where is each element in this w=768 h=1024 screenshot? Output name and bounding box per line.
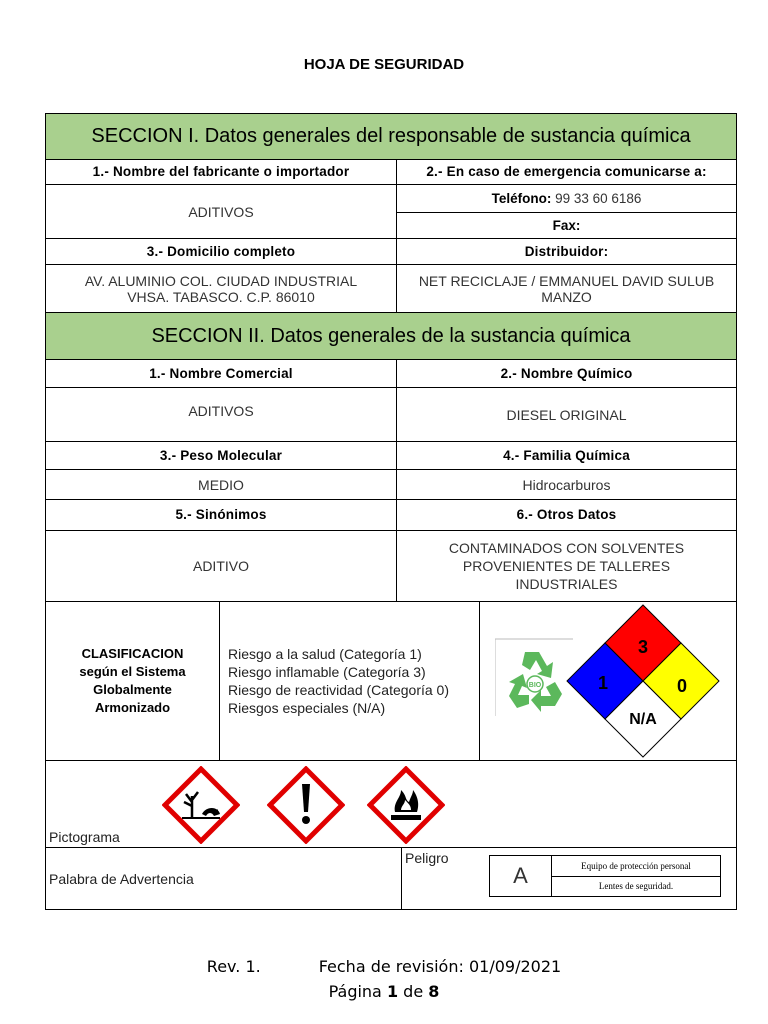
otros-datos-line-3: INDUSTRIALES [515,576,618,592]
domicilio-line-1: AV. ALUMINIO COL. CIUDAD INDUSTRIAL [84,272,358,289]
clasificacion-label-line-3: Globalmente [93,682,172,697]
clasificacion-label [46,602,219,760]
sec1-header-row-2 [46,238,736,264]
sec2-header-row-1 [46,359,736,387]
epp-box [489,855,721,897]
revision-number: Rev. 1. [206,957,261,976]
distribuidor-value [396,265,736,312]
epp-item: Lentes de seguridad. [598,881,674,891]
peso-molecular-header: 3.- Peso Molecular [159,447,283,463]
riesgo-salud: Riesgo a la salud (Categoría 1) [228,646,422,662]
sec2-value-row-1 [46,387,736,441]
clasificacion-row [46,601,736,760]
nombre-quimico-header: 2.- Nombre Químico [396,360,736,387]
nombre-comercial-value: ADITIVOS [188,402,254,419]
advertencia-word: Peligro [405,850,449,866]
fabricante-value: ADITIVOS [188,203,254,220]
fabricante-header: 1.- Nombre del fabricante o importador [92,164,350,179]
riesgo-especiales: Riesgos especiales (N/A) [228,700,386,716]
distribuidor-line-2: MANZO [541,288,592,305]
hazard-symbols-cell [479,602,736,760]
telefono-line [397,185,736,212]
section-2-heading [46,312,736,359]
section-2-title: SECCION II. Datos generales de la sustancia química [151,324,631,347]
nfpa-flammability-value: 3 [637,637,649,657]
document-title: HOJA DE SEGURIDAD [303,56,465,73]
sec1-value-row-1 [46,184,736,238]
page-current: 1 [386,982,399,1001]
advertencia-value-cell [401,848,737,909]
telefono-label: Teléfono: [491,190,552,206]
nfpa-health-value: 1 [597,673,609,693]
sec2-value-row-2 [46,469,736,499]
page-number-line [0,982,768,1001]
contacto-cell [396,185,736,238]
clasificacion-label-line-1: CLASIFICACION [81,646,184,661]
nombre-quimico-value: DIESEL ORIGINAL [396,388,736,441]
domicilio-line-2: VHSA. TABASCO. C.P. 86010 [127,288,315,305]
sec1-value-row-2 [46,264,736,312]
otros-datos-line-1: CONTAMINADOS CON SOLVENTES [448,540,685,556]
sinonimos-value: ADITIVO [192,558,249,574]
advertencia-row [46,847,736,909]
peso-molecular-value: MEDIO [198,476,244,493]
page-mid: de [398,982,429,1001]
section-1-title: SECCION I. Datos generales del responsable de sustancia química [91,125,691,147]
distribuidor-line-1: NET RECICLAJE / EMMANUEL DAVID SULUB [418,272,715,289]
riesgo-inflamable: Riesgo inflamable (Categoría 3) [228,664,426,680]
page-total: 8 [428,982,440,1001]
advertencia-label: Palabra de Advertencia [49,870,194,887]
riesgos-list [219,602,479,760]
recycle-bio-text: BIO [528,682,542,689]
nfpa-reactivity-value: 0 [676,676,688,696]
section-1-heading [46,114,736,159]
sec2-value-row-3 [46,530,736,601]
epp-letter: A [490,856,552,896]
otros-datos-value [396,531,736,601]
familia-quimica-value: Hidrocarburos [396,470,736,499]
clasificacion-label-line-4: Armonizado [94,700,171,715]
nfpa-diamond-icon [566,603,720,758]
pictograma-row [46,760,736,847]
exclamation-hazard-icon [267,766,345,844]
fax-label: Fax: [397,212,736,239]
nfpa-special-value: N/A [629,711,657,728]
pictograma-label: Pictograma [49,829,120,845]
sec2-header-row-2 [46,441,736,469]
riesgo-reactividad: Riesgo de reactividad (Categoría 0) [228,682,450,698]
safety-sheet-table [45,113,737,910]
domicilio-value [46,265,396,312]
sec1-header-row-1 [46,159,736,184]
revision-date: Fecha de revisión: 01/09/2021 [318,957,562,976]
epp-title: Equipo de protección personal [552,856,720,877]
familia-quimica-header: 4.- Familia Química [396,442,736,469]
telefono-value: 99 33 60 6186 [551,190,642,206]
emergencia-header: 2.- En caso de emergencia comunicarse a: [396,160,736,184]
distribuidor-header: Distribuidor: [396,239,736,264]
revision-line [0,957,768,976]
environment-hazard-icon [162,766,240,844]
domicilio-header: 3.- Domicilio completo [146,243,296,259]
sinonimos-header: 5.- Sinónimos [175,507,267,522]
otros-datos-header: 6.- Otros Datos [396,500,736,530]
flame-hazard-icon [367,766,445,844]
otros-datos-line-2: PROVENIENTES DE TALLERES [462,558,671,574]
page-prefix: Página [328,982,387,1001]
recycle-bio-icon [495,638,575,718]
nombre-comercial-header: 1.- Nombre Comercial [149,365,293,381]
clasificacion-label-line-2: según el Sistema [79,664,186,679]
sec2-header-row-3 [46,499,736,530]
